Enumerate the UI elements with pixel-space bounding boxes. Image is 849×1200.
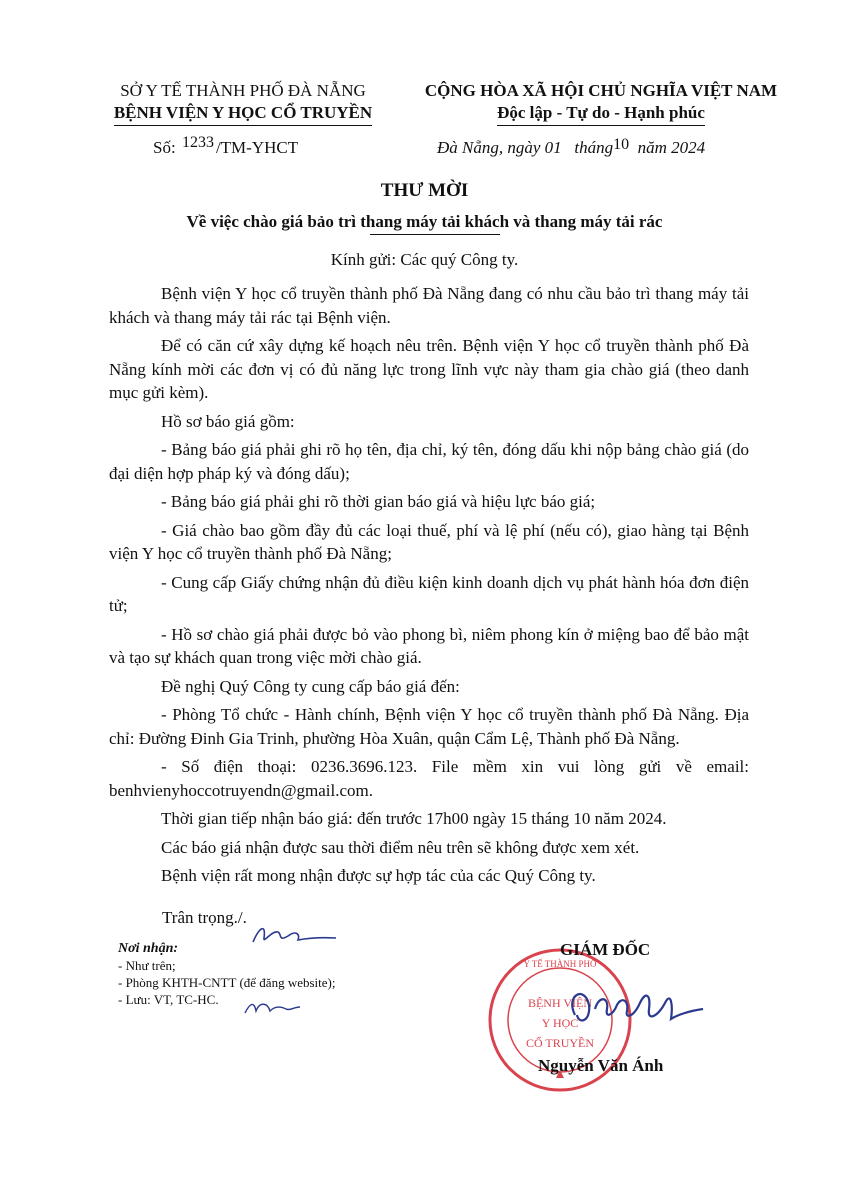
doc-number-prefix: Số:	[153, 138, 176, 157]
paragraph: Đề nghị Quý Công ty cung cấp báo giá đến:	[161, 676, 460, 696]
signer-name: Nguyễn Văn Ánh	[538, 1056, 664, 1075]
paragraph: - Cung cấp Giấy chứng nhận đủ điều kiện kinh doanh dịch vụ phát hành hóa đơn điện tử;	[109, 572, 749, 615]
issuer-department: SỞ Y TẾ THÀNH PHỐ ĐÀ NẴNG	[120, 81, 366, 100]
stamp-line1: BỆNH VIỆN	[527, 996, 593, 1010]
national-title: CỘNG HÒA XÃ HỘI CHỦ NGHĨA VIỆT NAM	[424, 81, 778, 100]
document-title: THƯ MỜI	[380, 180, 469, 201]
greeting: Kính gửi: Các quý Công ty.	[330, 250, 519, 269]
initial-signature-small	[242, 995, 302, 1020]
date-month: 10	[613, 136, 630, 153]
signer-position: GIÁM ĐỐC	[560, 940, 651, 959]
closing-text: Trân trọng./.	[162, 908, 247, 927]
date-part2: năm 2024	[629, 138, 706, 157]
director-signature	[555, 975, 705, 1045]
paragraph: Bệnh viện Y học cổ truyền thành phố Đà Nẵng đang có nhu cầu bảo trì thang máy tải khách và thang máy tải rác tại Bệnh viện.	[109, 284, 749, 327]
date-part1: Đà Nẵng, ngày 01 tháng	[437, 138, 614, 157]
national-header	[396, 80, 806, 126]
paragraph: Các báo giá nhận được sau thời điểm nêu trên sẽ không được xem xét.	[161, 837, 640, 857]
paragraph: Để có căn cứ xây dựng kế hoạch nêu trên. Bệnh viện Y học cổ truyền thành phố Đà Nẵng kính mời các đơn vị có đủ năng lực trong lĩnh vực này tham gia chào giá (theo danh mục gửi kèm).	[109, 336, 749, 402]
document-number	[153, 134, 299, 158]
paragraph: - Hồ sơ chào giá phải được bỏ vào phong bì, niêm phong kín ở miệng bao để bảo mật và tạo sự khách quan trong việc mời chào giá.	[109, 624, 749, 667]
issuer-header	[88, 80, 398, 126]
letter-body	[109, 282, 749, 893]
doc-number-suffix: /TM-YHCT	[215, 138, 299, 157]
paragraph: Bệnh viện rất mong nhận được sự hợp tác của các Quý Công ty.	[161, 866, 596, 885]
recipients-block	[118, 940, 335, 1008]
stamp-line2: Y HỌC	[541, 1016, 579, 1030]
paragraph: - Bảng báo giá phải ghi rõ họ tên, địa chỉ, ký tên, đóng dấu khi nộp bảng chào giá (do đại diện hợp pháp ký và đóng dấu);	[109, 440, 749, 483]
issuer-hospital: BỆNH VIỆN Y HỌC CỔ TRUYỀN	[88, 102, 398, 126]
recipient-item: - Phòng KHTH-CNTT (để đăng website);	[118, 975, 336, 990]
recipient-item: - Như trên;	[118, 958, 176, 973]
paragraph: - Giá chào bao gồm đầy đủ các loại thuế, phí và lệ phí (nếu có), giao hàng tại Bệnh viện Y học cổ truyền thành phố Đà Nẵng;	[109, 520, 749, 563]
subtitle-underline	[370, 234, 500, 235]
stamp-top-text: Y TẾ THÀNH PHỐ	[523, 959, 597, 969]
national-motto: Độc lập - Tự do - Hạnh phúc	[396, 102, 806, 126]
paragraph: Hồ sơ báo giá gồm:	[161, 411, 295, 431]
recipients-title: Nơi nhận:	[118, 941, 179, 956]
paragraph: - Số điện thoại: 0236.3696.123. File mềm xin vui lòng gửi về email: benhvienyhoccotruyendn@gmail.com.	[109, 757, 749, 800]
document-subtitle: Về việc chào giá bảo trì thang máy tải khách và thang máy tải rác	[186, 212, 663, 231]
paragraph: Thời gian tiếp nhận báo giá: đến trước 17h00 ngày 15 tháng 10 năm 2024.	[161, 809, 667, 828]
paragraph: - Bảng báo giá phải ghi rõ thời gian báo giá và hiệu lực báo giá;	[161, 492, 596, 511]
doc-number-value: 1233	[181, 134, 214, 151]
date-line	[437, 138, 705, 158]
paragraph: - Phòng Tổ chức - Hành chính, Bệnh viện Y học cổ truyền thành phố Đà Nẵng. Địa chỉ: Đường Đinh Gia Trinh, phường Hòa Xuân, quận Cẩm Lệ, Thành phố Đà Nẵng.	[109, 705, 749, 748]
stamp-line3: CỔ TRUYỀN	[525, 1036, 595, 1050]
recipient-item: - Lưu: VT, TC-HC.	[118, 992, 219, 1007]
